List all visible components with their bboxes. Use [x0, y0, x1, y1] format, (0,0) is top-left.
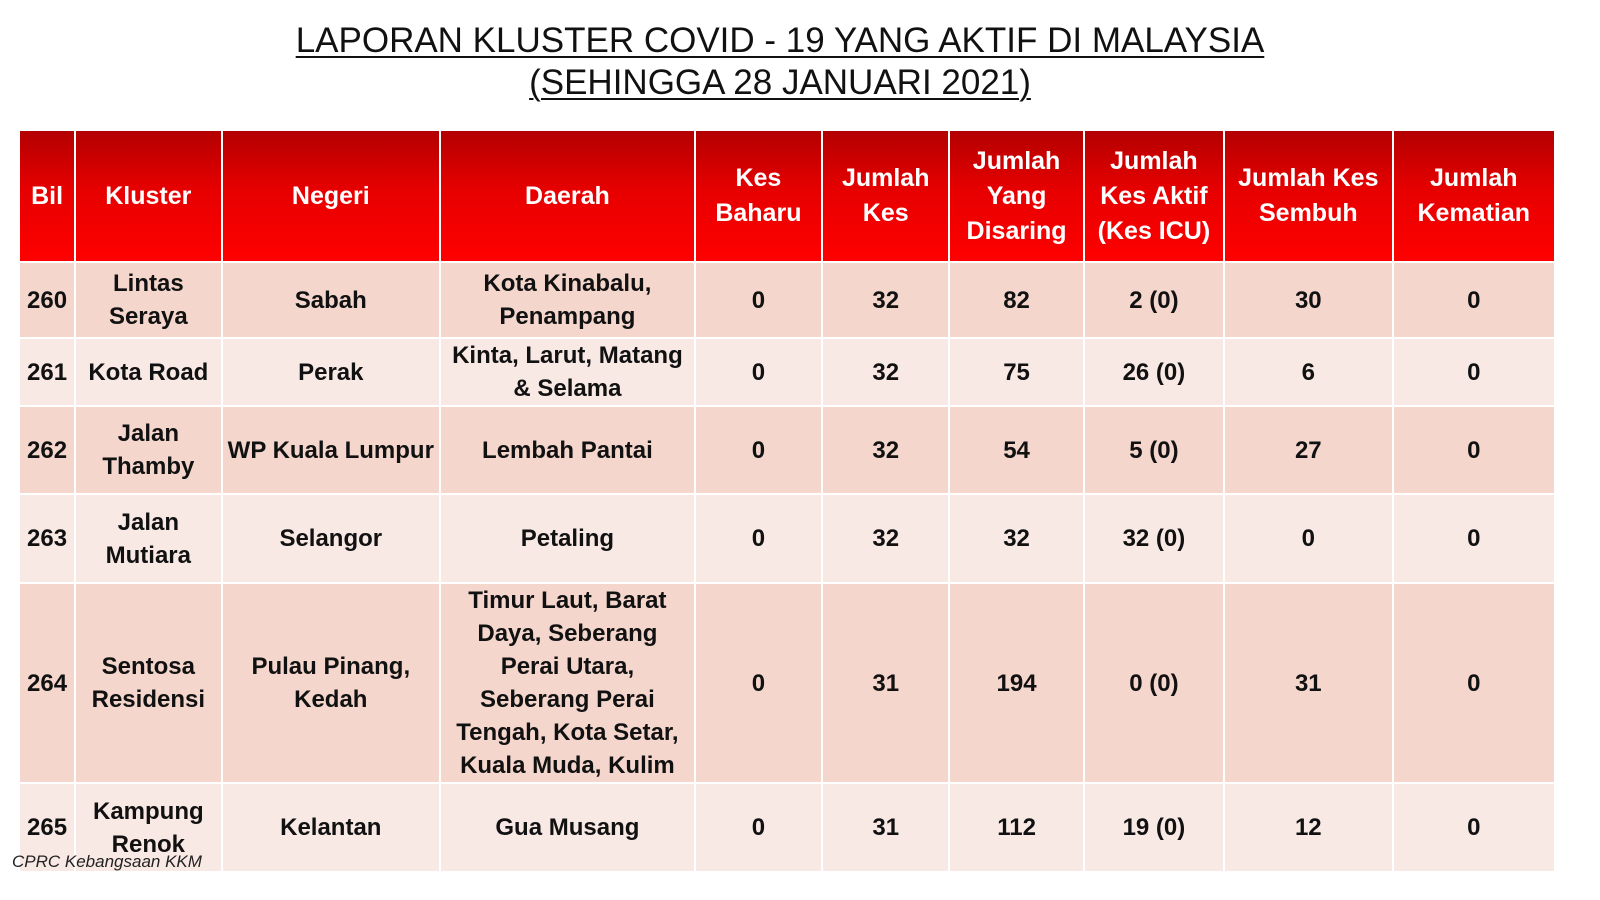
- cell-bil: 261: [20, 339, 74, 405]
- cell-disaring: 112: [950, 784, 1082, 871]
- cell-daerah: Timur Laut, Barat Daya, Seberang Perai Utara, Seberang Perai Tengah, Kota Setar, Kuala Muda, Kulim: [441, 584, 694, 782]
- cell-disaring: 75: [950, 339, 1082, 405]
- header-kluster: Kluster: [76, 131, 220, 261]
- cell-disaring: 82: [950, 263, 1082, 337]
- cell-disaring: 194: [950, 584, 1082, 782]
- cell-negeri: Selangor: [223, 495, 440, 582]
- cluster-table: [18, 129, 1556, 873]
- title-line-2: (SEHINGGA 28 JANUARI 2021): [529, 63, 1031, 102]
- table-row: [20, 784, 1554, 871]
- cell-daerah: Gua Musang: [441, 784, 694, 871]
- cell-kes-baharu: 0: [696, 407, 821, 493]
- cell-kematian: 0: [1394, 407, 1554, 493]
- cell-disaring: 54: [950, 407, 1082, 493]
- cell-jumlah-kes: 32: [823, 263, 948, 337]
- cell-aktif: 0 (0): [1085, 584, 1223, 782]
- cell-kluster: Lintas Seraya: [76, 263, 220, 337]
- cell-sembuh: 12: [1225, 784, 1391, 871]
- cell-daerah: Kota Kinabalu, Penampang: [441, 263, 694, 337]
- page-title: [0, 20, 1560, 104]
- table-row: [20, 584, 1554, 782]
- table-row: [20, 495, 1554, 582]
- cell-bil: 265: [20, 784, 74, 871]
- cell-aktif: 26 (0): [1085, 339, 1223, 405]
- cell-aktif: 19 (0): [1085, 784, 1223, 871]
- cell-jumlah-kes: 31: [823, 584, 948, 782]
- header-kes-aktif: Jumlah Kes Aktif (Kes ICU): [1085, 131, 1223, 261]
- cell-negeri: Perak: [223, 339, 440, 405]
- cell-aktif: 5 (0): [1085, 407, 1223, 493]
- cell-bil: 260: [20, 263, 74, 337]
- cell-jumlah-kes: 32: [823, 339, 948, 405]
- header-daerah: Daerah: [441, 131, 694, 261]
- cell-kes-baharu: 0: [696, 584, 821, 782]
- cell-bil: 262: [20, 407, 74, 493]
- cell-kluster: Kampung Renok: [76, 784, 220, 871]
- header-jumlah-disaring: Jumlah Yang Disaring: [950, 131, 1082, 261]
- cell-kluster: Sentosa Residensi: [76, 584, 220, 782]
- cell-kematian: 0: [1394, 339, 1554, 405]
- source-footer: CPRC Kebangsaan KKM: [12, 852, 202, 871]
- cell-kematian: 0: [1394, 263, 1554, 337]
- cell-kes-baharu: 0: [696, 339, 821, 405]
- cell-sembuh: 0: [1225, 495, 1391, 582]
- table-row: [20, 407, 1554, 493]
- cell-negeri: Kelantan: [223, 784, 440, 871]
- cell-daerah: Lembah Pantai: [441, 407, 694, 493]
- cell-kes-baharu: 0: [696, 263, 821, 337]
- cell-sembuh: 27: [1225, 407, 1391, 493]
- header-negeri: Negeri: [223, 131, 440, 261]
- cell-kematian: 0: [1394, 784, 1554, 871]
- cell-kluster: Jalan Mutiara: [76, 495, 220, 582]
- cell-kematian: 0: [1394, 495, 1554, 582]
- cell-sembuh: 6: [1225, 339, 1391, 405]
- cell-daerah: Petaling: [441, 495, 694, 582]
- header-kematian: Jumlah Kematian: [1394, 131, 1554, 261]
- cell-aktif: 32 (0): [1085, 495, 1223, 582]
- cell-kluster: Kota Road: [76, 339, 220, 405]
- cell-kematian: 0: [1394, 584, 1554, 782]
- cell-sembuh: 31: [1225, 584, 1391, 782]
- cell-kes-baharu: 0: [696, 784, 821, 871]
- cell-bil: 264: [20, 584, 74, 782]
- cell-jumlah-kes: 31: [823, 784, 948, 871]
- cell-bil: 263: [20, 495, 74, 582]
- cell-aktif: 2 (0): [1085, 263, 1223, 337]
- cell-kluster: Jalan Thamby: [76, 407, 220, 493]
- table-row: [20, 339, 1554, 405]
- cell-jumlah-kes: 32: [823, 495, 948, 582]
- header-kes-sembuh: Jumlah Kes Sembuh: [1225, 131, 1391, 261]
- cell-negeri: Sabah: [223, 263, 440, 337]
- cell-sembuh: 30: [1225, 263, 1391, 337]
- header-kes-baharu: Kes Baharu: [696, 131, 821, 261]
- table-header-row: [20, 131, 1554, 261]
- cell-negeri: WP Kuala Lumpur: [223, 407, 440, 493]
- header-bil: Bil: [20, 131, 74, 261]
- header-jumlah-kes: Jumlah Kes: [823, 131, 948, 261]
- cell-jumlah-kes: 32: [823, 407, 948, 493]
- cell-negeri: Pulau Pinang, Kedah: [223, 584, 440, 782]
- table-row: [20, 263, 1554, 337]
- title-line-1: LAPORAN KLUSTER COVID - 19 YANG AKTIF DI MALAYSIA: [295, 21, 1265, 60]
- cell-disaring: 32: [950, 495, 1082, 582]
- cell-kes-baharu: 0: [696, 495, 821, 582]
- cell-daerah: Kinta, Larut, Matang & Selama: [441, 339, 694, 405]
